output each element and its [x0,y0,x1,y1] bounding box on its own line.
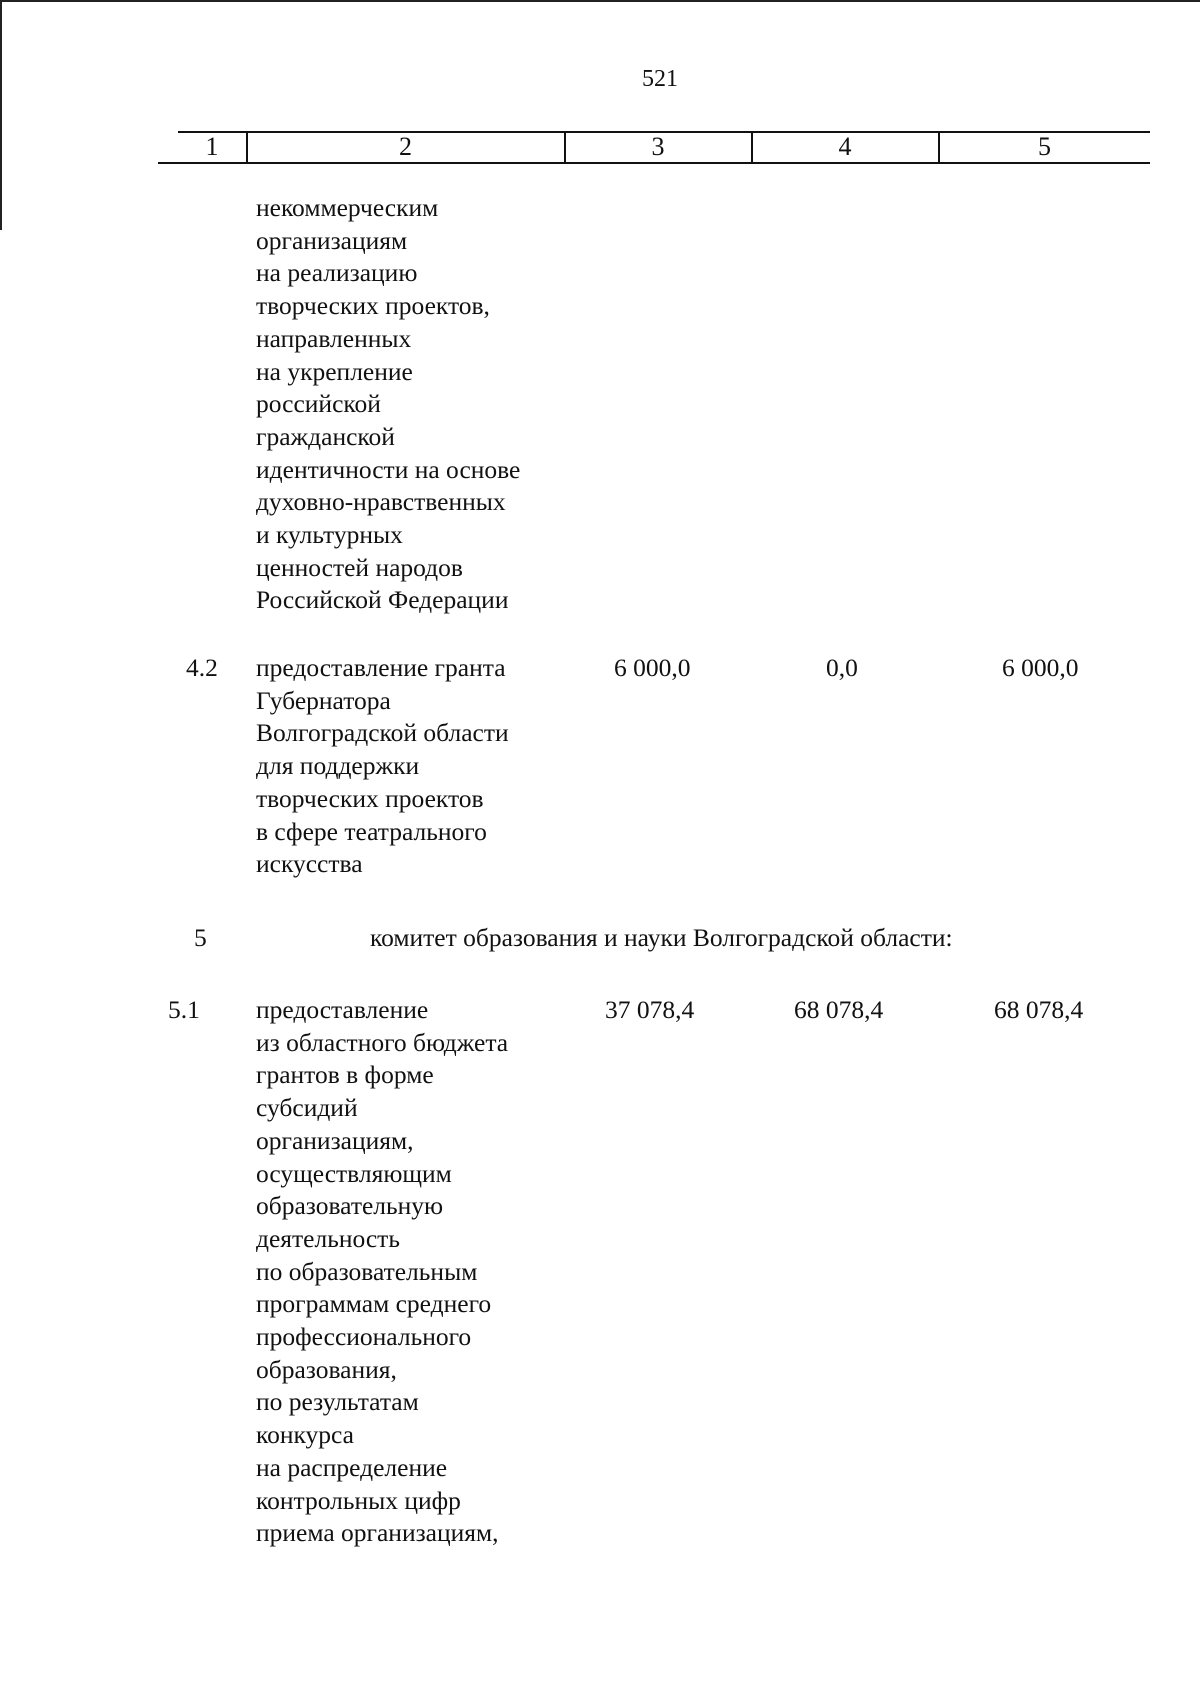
description-line: в сфере театрального [256,816,487,846]
description-line: творческих проектов [256,783,484,813]
description-line: духовно-нравственных [256,487,506,517]
description-line: Российской Федерации [256,585,509,615]
description-line: контрольных цифр [256,1485,461,1515]
row-number: 5.1 [168,995,200,1024]
row-description [256,652,509,881]
table-header-bottom-rule [158,162,1150,164]
description-line: организациям [256,225,408,255]
description-line: предоставление гранта [256,653,506,682]
description-line: творческих проектов, [256,291,490,321]
header-col-1: 1 [205,132,219,161]
description-line: на реализацию [256,258,418,288]
scan-edge-left [0,0,2,230]
description-line: организациям, [256,1125,414,1155]
description-line: образовательную [256,1191,444,1221]
description-line: грантов в форме [256,1060,434,1090]
page-number: 521 [642,66,678,92]
description-line: гражданской [256,421,395,451]
description-line: направленных [256,323,412,353]
description-line: идентичности на основе [256,454,521,484]
row-value-col3: 6 000,0 [614,653,691,682]
description-line: искусства [256,849,363,879]
description-line: осуществляющим [256,1158,452,1188]
row-value-col4: 0,0 [826,653,858,682]
description-line: Волгоградской области [256,718,509,748]
scan-edge-top [0,0,1200,2]
row-value-col3: 37 078,4 [605,995,695,1024]
description-line: по результатам [256,1387,419,1417]
row-value-col5: 6 000,0 [1002,653,1079,682]
description-line: из областного бюджета [256,1027,509,1057]
header-col-2: 2 [399,132,412,161]
row-continuation-description [256,192,520,617]
description-line: образования, [256,1354,397,1384]
description-line: по образовательным [256,1256,478,1286]
description-line: конкурса [256,1420,354,1450]
description-line: некоммерческим [256,193,439,222]
description-line: профессионального [256,1322,472,1352]
section-title: комитет образования и науки Волгоградской области: [370,923,953,952]
header-col-5: 5 [1038,132,1051,161]
description-line: деятельность [256,1223,400,1253]
description-line: программам среднего [256,1289,492,1319]
header-col-4: 4 [838,132,852,161]
description-line: приема организациям, [256,1518,499,1548]
description-line: и культурных [256,520,403,550]
row-number: 4.2 [186,653,218,682]
description-line: на укрепление [256,356,413,386]
description-line: предоставление [256,995,429,1024]
description-line: ценностей народов [256,552,463,582]
row-value-col4: 68 078,4 [794,995,884,1024]
description-line: для поддержки [256,751,420,781]
description-line: субсидий [256,1093,358,1123]
row-value-col5: 68 078,4 [994,995,1084,1024]
header-col-3: 3 [651,132,665,161]
description-line: на распределение [256,1452,448,1482]
row-description [256,994,508,1550]
description-line: Губернатора [256,685,391,715]
description-line: российской [256,389,381,419]
section-number: 5 [194,923,207,952]
